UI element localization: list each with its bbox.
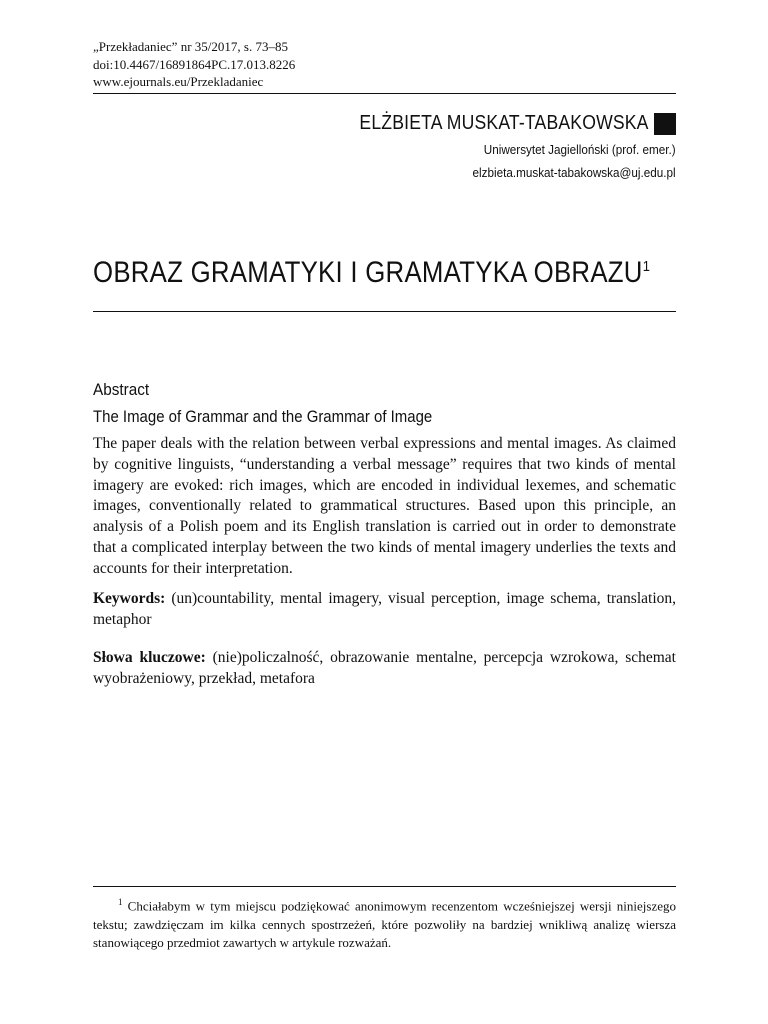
footnote-divider bbox=[93, 886, 676, 887]
keywords-polish bbox=[93, 648, 676, 690]
journal-url: www.ejournals.eu/Przekladaniec bbox=[93, 74, 264, 89]
abstract-body: The paper deals with the relation between verbal expressions and mental images. As claimed by cognitive linguists, “understanding a verbal message” requires that two kinds of mental imagery are evoked: rich images, which are encoded in individual lexemes, and schematic images, conventionally related to grammatical structures. Based upon this principle, an analysis of a Polish poem and its English translation is carried out in order to demonstrate that a complicated interplay between the two kinds of mental imagery underlies the texts and accounts for their interpretation. bbox=[93, 435, 676, 577]
footnote-text: Chciałabym w tym miejscu podziękować anonimowym recenzentom wcześniejszej wersji niniejszego tekstu; zawdzięczam im kilka cennych spostrzeżeń, które pozwoliły na bardziej wnikliwą analizę wiersza stanowiącego przedmiot zawartych w artykule rozważań. bbox=[93, 898, 676, 951]
article-title-text: OBRAZ GRAMATYKI I GRAMATYKA OBRAZU bbox=[93, 256, 643, 289]
title-footnote-mark: 1 bbox=[642, 258, 651, 275]
author-email: elzbieta.muskat-tabakowska@uj.edu.pl bbox=[472, 165, 676, 180]
author-line bbox=[320, 112, 676, 135]
author-affiliation: Uniwersytet Jagielloński (prof. emer.) bbox=[484, 142, 676, 157]
abstract-heading: Abstract bbox=[93, 380, 150, 399]
author-name: ELŻBIETA MUSKAT-TABAKOWSKA bbox=[359, 112, 649, 134]
header-divider bbox=[93, 93, 676, 94]
doi-line: doi:10.4467/16891864PC.17.013.8226 bbox=[93, 56, 296, 72]
slowa-kluczowe-text: (nie)policzalność, obrazowanie mentalne, percepcja wzrokowa, schemat wyobrażeniowy, przekład, metafora bbox=[93, 649, 676, 687]
title-divider bbox=[93, 311, 676, 312]
footnote bbox=[93, 893, 676, 953]
journal-citation: „Przekładaniec” nr 35/2017, s. 73–85 bbox=[93, 39, 288, 54]
slowa-kluczowe-label: Słowa kluczowe: bbox=[93, 649, 206, 666]
footnote-mark: 1 bbox=[118, 897, 123, 907]
abstract-subtitle: The Image of Grammar and the Grammar of Image bbox=[93, 407, 433, 426]
keywords-text: (un)countability, mental imagery, visual perception, image schema, translation, metaphor bbox=[93, 590, 676, 628]
keywords-label: Keywords: bbox=[93, 590, 166, 607]
article-title bbox=[93, 256, 650, 290]
author-marker-square bbox=[654, 113, 676, 135]
author-block bbox=[320, 112, 676, 180]
keywords-english bbox=[93, 589, 676, 631]
journal-header bbox=[93, 38, 295, 91]
